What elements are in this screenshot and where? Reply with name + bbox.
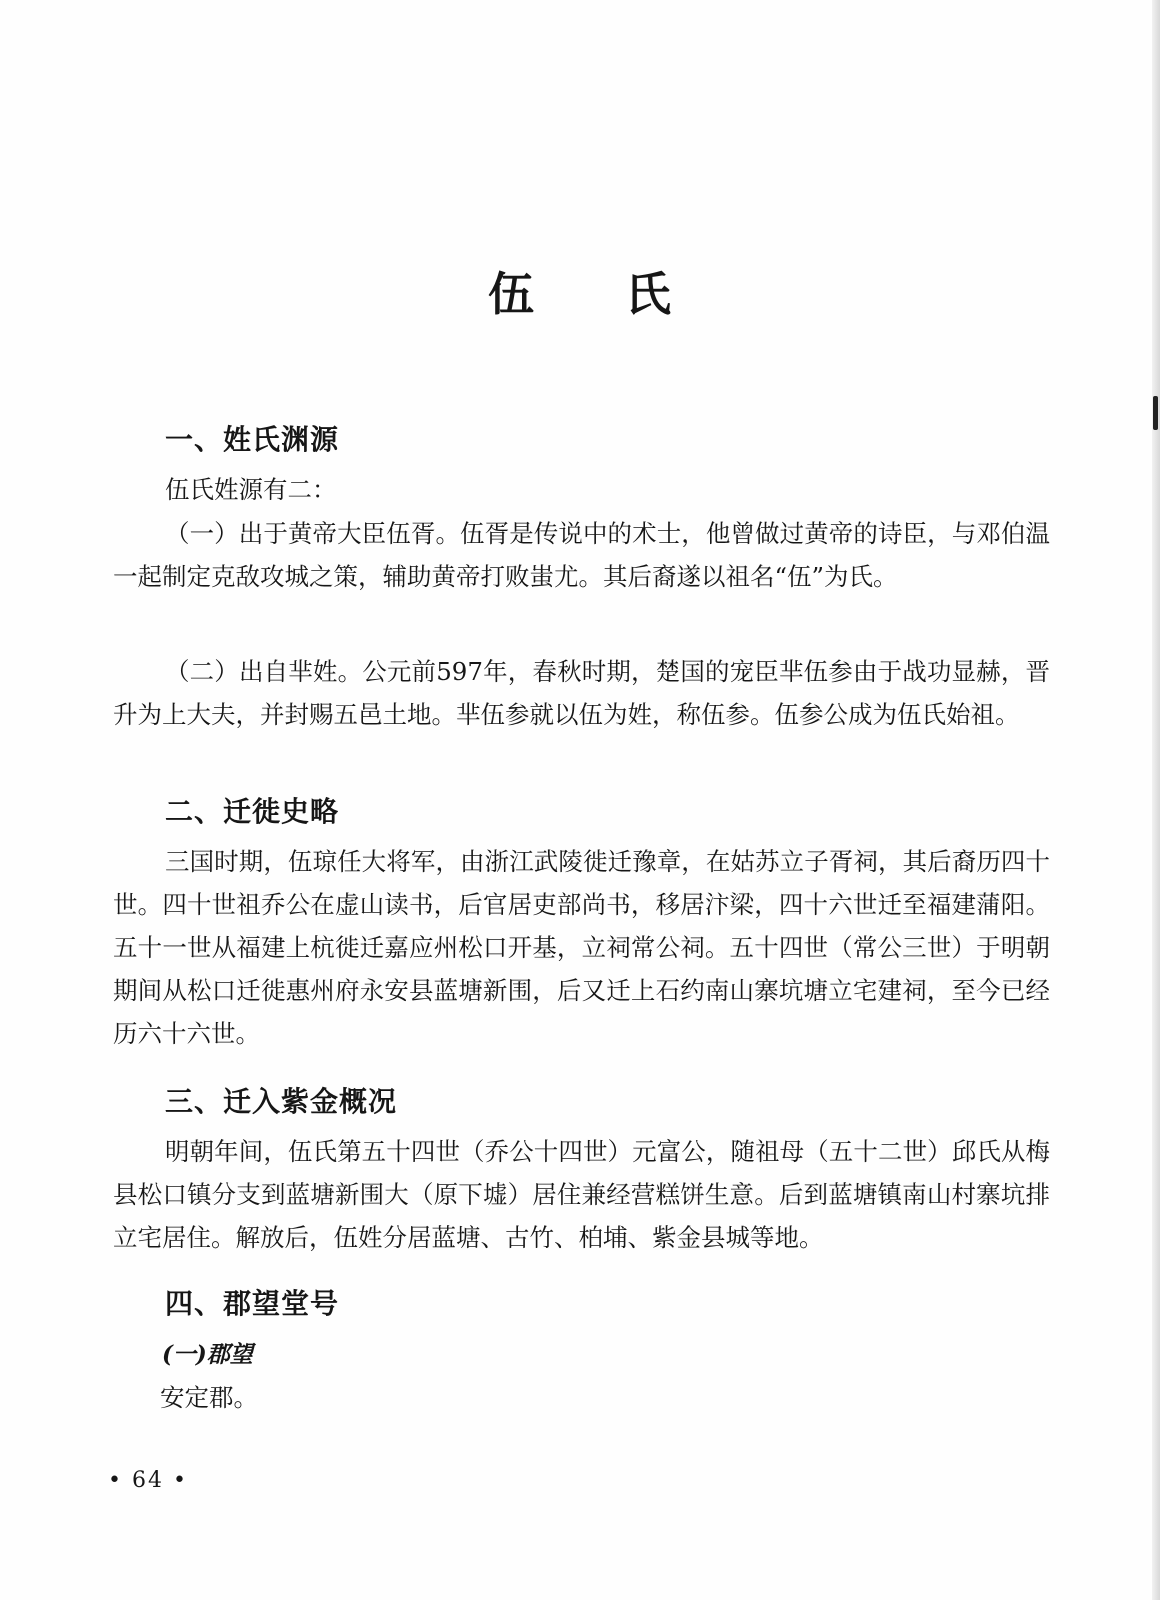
- section-intro: 伍氏姓源有二：: [165, 475, 337, 504]
- title-char-1: 伍: [488, 267, 535, 321]
- migration-paragraph: 三国时期，伍琼任大将军，由浙江武陵徙迁豫章，在姑苏立子胥祠，其后裔历四十世。四十世祖乔公在虚山读书，后官居吏部尚书，移居汴梁，四十六世迁至福建蒲阳。五十一世从福建上杭徙迁嘉应州松口开基，立祠常公祠。五十四世（常公三世）于明朝期间从松口迁徙惠州府永安县蓝塘新围，后又迁上石约南山寨坑塘立宅建祠，至今已经历六十六世。: [113, 847, 1050, 1048]
- subheading-junwang: (一)郡望: [162, 1341, 253, 1368]
- page-title: [0, 258, 1160, 324]
- origin-paragraph-2: （二）出自芈姓。公元前597年，春秋时期，楚国的宠臣芈伍参由于战功显赫，晋升为上大夫，并封赐五邑土地。芈伍参就以伍为姓，称伍参。伍参公成为伍氏始祖。: [113, 657, 1050, 729]
- section-heading-zijin: 三、迁入紫金概况: [165, 1085, 398, 1118]
- zijin-paragraph: 明朝年间，伍氏第五十四世（乔公十四世）元富公，随祖母（五十二世）邱氏从梅县松口镇分支到蓝塘新围大（原下墟）居住兼经营糕饼生意。后到蓝塘镇南山村寨坑排立宅居住。解放后，伍姓分居蓝塘、古竹、柏埔、紫金县城等地。: [113, 1137, 1050, 1252]
- page-number: • 64 •: [108, 1468, 188, 1493]
- section-heading-origin: 一、姓氏渊源: [165, 423, 340, 456]
- scan-mark: [1153, 396, 1158, 430]
- junwang-text: 安定郡。: [160, 1383, 258, 1412]
- title-char-2: 氏: [625, 267, 672, 321]
- section-heading-hall: 四、郡望堂号: [165, 1287, 340, 1320]
- origin-paragraph-1: （一）出于黄帝大臣伍胥。伍胥是传说中的术士，他曾做过黄帝的诗臣，与邓伯温一起制定克敌攻城之策，辅助黄帝打败蚩尤。其后裔遂以祖名“伍”为氏。: [113, 519, 1050, 591]
- section-heading-migration: 二、迁徙史略: [165, 795, 340, 828]
- scan-edge: [1152, 0, 1160, 1600]
